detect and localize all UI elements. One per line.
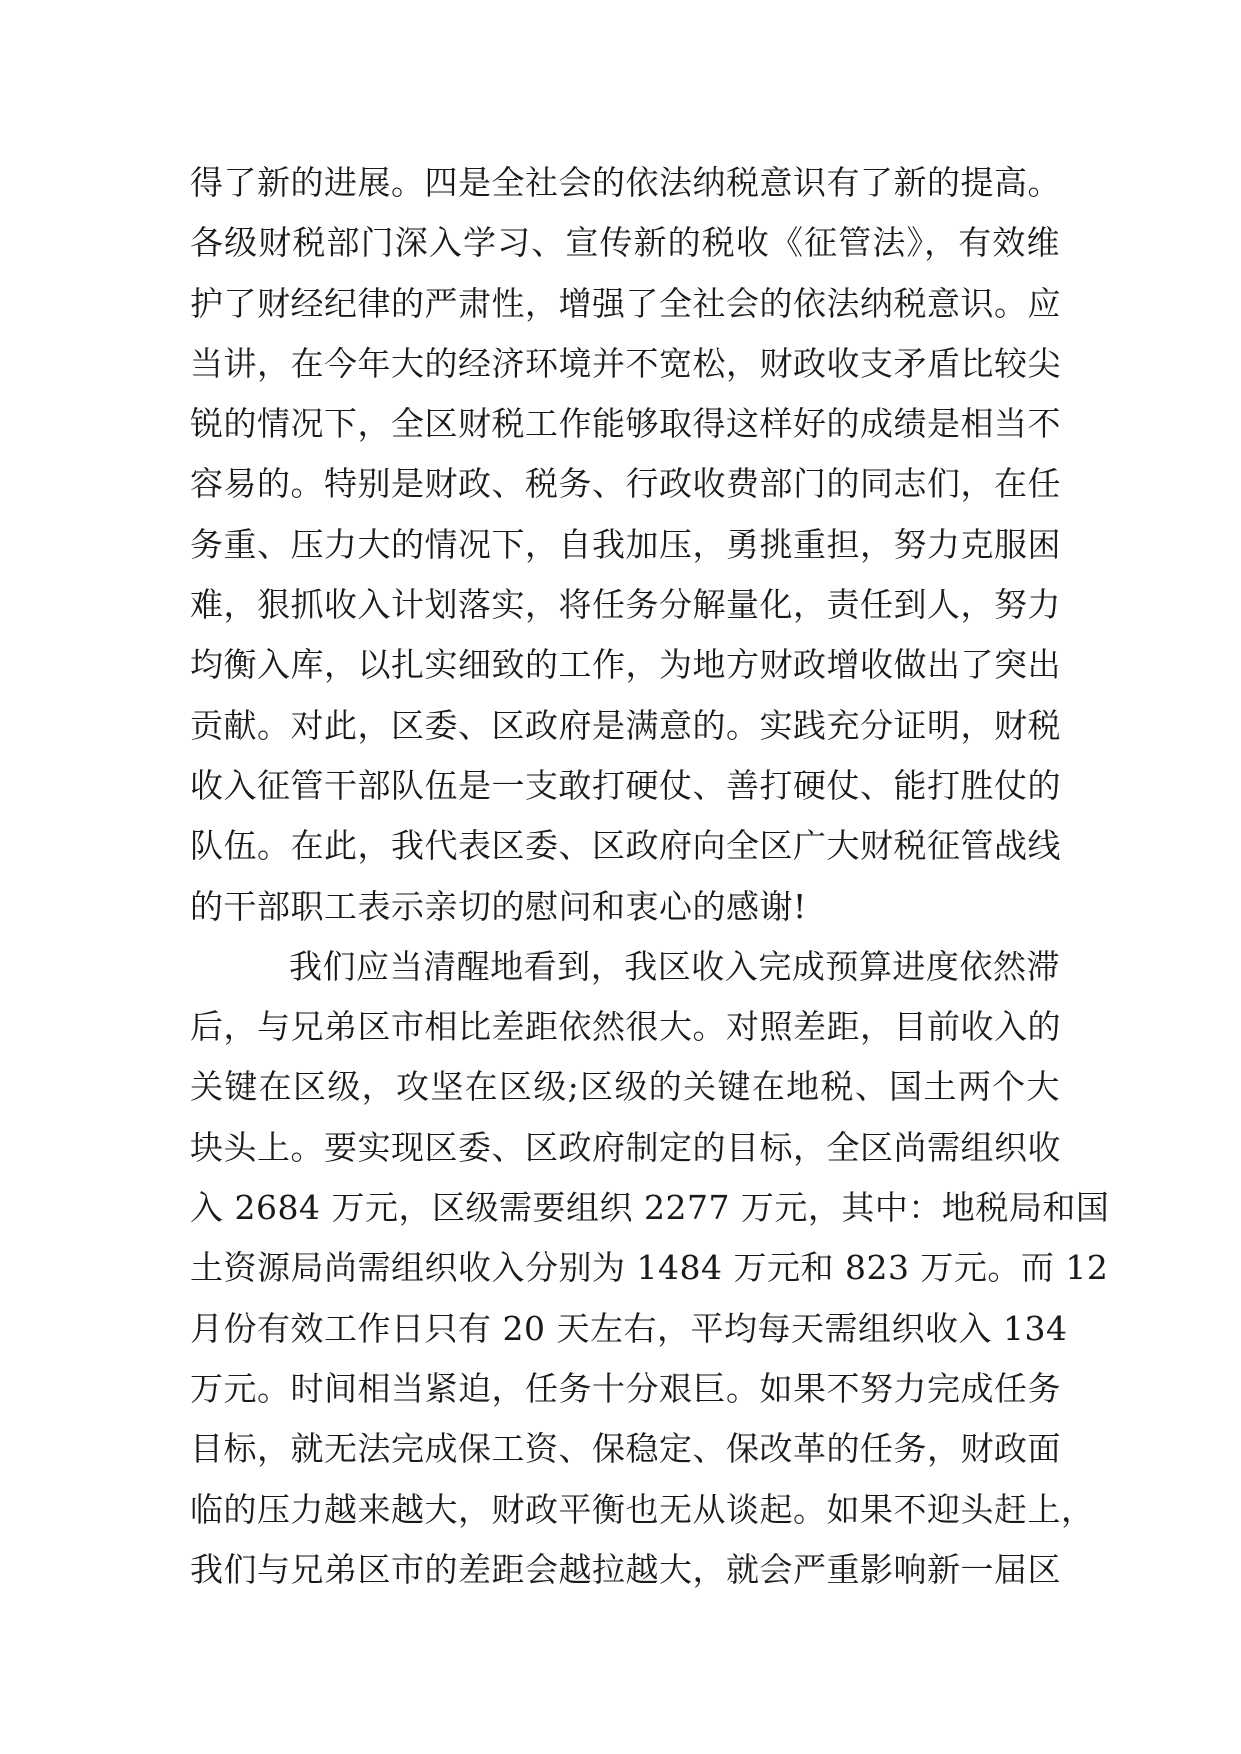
paragraph-1	[190, 153, 1060, 937]
text-line: 关键在区级，攻坚在区级;区级的关键在地税、国土两个大	[190, 1067, 1060, 1107]
text-line: 我们与兄弟区市的差距会越拉越大，就会严重影响新一届区	[190, 1549, 1061, 1589]
text-line: 贡献。对此，区委、区政府是满意的。实践充分证明，财税	[190, 705, 1061, 745]
text-line: 收入征管干部队伍是一支敢打硬仗、善打硬仗、能打胜仗的	[190, 765, 1061, 805]
text-line: 临的压力越来越大，财政平衡也无从谈起。如果不迎头赶上，	[190, 1489, 1095, 1529]
text-line: 当讲，在今年大的经济环境并不宽松，财政收支矛盾比较尖	[190, 343, 1061, 383]
text-line: 入 2684 万元，区级需要组织 2277 万元，其中：地税局和国	[190, 1188, 1110, 1228]
text-line: 得了新的进展。四是全社会的依法纳税意识有了新的提高。	[190, 163, 1061, 202]
text-line: 的干部职工表示亲切的慰问和衷心的感谢!	[190, 886, 807, 926]
text-line: 土资源局尚需组织收入分别为 1484 万元和 823 万元。而 12	[190, 1248, 1109, 1288]
text-line: 锐的情况下，全区财税工作能够取得这样好的成绩是相当不	[190, 404, 1061, 444]
paragraph-2	[190, 937, 1110, 1600]
text-line: 护了财经纪律的严肃性，增强了全社会的依法纳税意识。应	[190, 283, 1061, 323]
text-line: 目标，就无法完成保工资、保稳定、保改革的任务，财政面	[190, 1429, 1061, 1469]
text-line: 块头上。要实现区委、区政府制定的目标，全区尚需组织收	[190, 1127, 1061, 1167]
text-line: 均衡入库，以扎实细致的工作，为地方财政增收做出了突出	[190, 645, 1061, 685]
text-line: 月份有效工作日只有 20 天左右，平均每天需组织收入 134	[190, 1308, 1068, 1348]
text-line: 难，狠抓收入计划落实，将任务分解量化，责任到人，努力	[190, 585, 1061, 625]
text-line: 容易的。特别是财政、税务、行政收费部门的同志们，在任	[190, 464, 1061, 504]
text-line: 各级财税部门深入学习、宣传新的税收《征管法》，有效维	[190, 223, 1060, 263]
text-line: 万元。时间相当紧迫，任务十分艰巨。如果不努力完成任务	[190, 1368, 1061, 1408]
text-line: 队伍。在此，我代表区委、区政府向全区广大财税征管战线	[190, 826, 1061, 866]
text-line: 我们应当清醒地看到，我区收入完成预算进度依然滞	[289, 946, 1060, 986]
body-text	[190, 153, 1110, 1600]
text-line: 务重、压力大的情况下，自我加压，勇挑重担，努力克服困	[190, 524, 1061, 564]
text-line: 后，与兄弟区市相比差距依然很大。对照差距，目前收入的	[190, 1007, 1061, 1047]
